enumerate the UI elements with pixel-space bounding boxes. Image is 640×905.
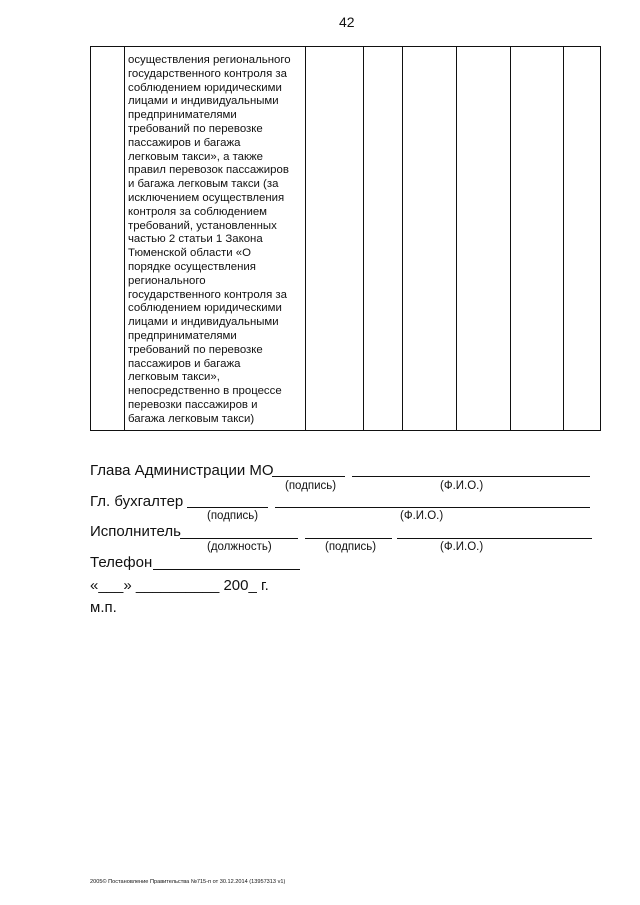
- executor-label: Исполнитель: [90, 523, 181, 540]
- accountant-signature-line: [187, 507, 268, 508]
- cell-text-line: осуществления регионального: [128, 54, 291, 66]
- table-cell: [403, 47, 457, 431]
- cell-text-line: государственного контроля за: [128, 67, 287, 80]
- head-name-caption: (Ф.И.О.): [440, 480, 484, 492]
- cell-text-line: требований, установленных: [128, 219, 277, 232]
- cell-text-line: пассажиров и багажа: [128, 357, 241, 370]
- accountant-name-caption: (Ф.И.О.): [400, 510, 444, 522]
- table-cell: [457, 47, 511, 431]
- cell-text-line: и багажа легковым такси (за: [128, 178, 279, 191]
- cell-text-line: предпринимателями: [128, 329, 237, 342]
- cell-text-line: частью 2 статьи 1 Закона: [128, 233, 263, 246]
- cell-text-line: предпринимателями: [128, 109, 237, 122]
- head-label: Глава Администрации МО: [90, 462, 274, 479]
- cell-text-line: соблюдением юридическими: [128, 81, 282, 94]
- accountant-label: Гл. бухгалтер: [90, 493, 184, 510]
- executor-position-caption: (должность): [207, 541, 272, 553]
- cell-text-line: легковым такси»,: [128, 371, 220, 384]
- accountant-signature-caption: (подпись): [207, 510, 259, 522]
- cell-text-line: лицами и индивидуальными: [128, 316, 279, 329]
- cell-text-line: порядке осуществления: [128, 260, 256, 273]
- cell-text-line: лицами и индивидуальными: [128, 95, 279, 108]
- cell-text-line: государственного контроля за: [128, 288, 287, 301]
- cell-text-line: непосредственно в процессе: [128, 385, 282, 398]
- executor-name-caption: (Ф.И.О.): [440, 541, 484, 553]
- cell-text-line: требований по перевозке: [128, 122, 263, 135]
- head-signature-caption: (подпись): [285, 480, 337, 492]
- table-cell-number: [91, 47, 125, 431]
- executor-name-line: [397, 538, 592, 539]
- table-row: [91, 47, 601, 431]
- head-name-line: [352, 476, 590, 477]
- phone-line: [153, 569, 300, 570]
- continuation-table: [90, 46, 601, 431]
- table-cell: [306, 47, 364, 431]
- accountant-name-line: [275, 507, 590, 508]
- cell-text-line: требований по перевозке: [128, 343, 263, 356]
- cell-text-block: [125, 47, 305, 427]
- table-cell-description: [125, 47, 306, 431]
- table-cell: [511, 47, 564, 431]
- page-number: 42: [339, 14, 355, 30]
- cell-text-line: соблюдением юридическими: [128, 302, 282, 315]
- executor-position-line: [180, 538, 298, 539]
- table-cell: [564, 47, 601, 431]
- cell-text-line: правил перевозок пассажиров: [128, 164, 289, 177]
- cell-text-line: контроля за соблюдением: [128, 205, 267, 218]
- cell-text-line: Тюменской области «О: [128, 247, 251, 260]
- cell-text-line: багажа легковым такси): [128, 412, 255, 425]
- executor-signature-caption: (подпись): [325, 541, 377, 553]
- cell-text-line: исключением осуществления: [128, 191, 285, 204]
- date-line: «___» __________ 200_ г.: [90, 577, 269, 594]
- phone-label: Телефон: [90, 554, 153, 571]
- cell-text-line: перевозки пассажиров и: [128, 398, 258, 411]
- cell-text-line: легковым такси», а также: [128, 150, 263, 163]
- head-signature-line: [272, 476, 345, 477]
- cell-text-line: пассажиров и багажа: [128, 136, 241, 149]
- stamp-place: м.п.: [90, 599, 117, 616]
- table-cell: [364, 47, 403, 431]
- executor-signature-line: [305, 538, 392, 539]
- cell-text-line: регионального: [128, 274, 206, 287]
- footer-reference: 2005© Постановление Правительства №715-п от 30.12.2014 (13957313 v1): [90, 879, 286, 885]
